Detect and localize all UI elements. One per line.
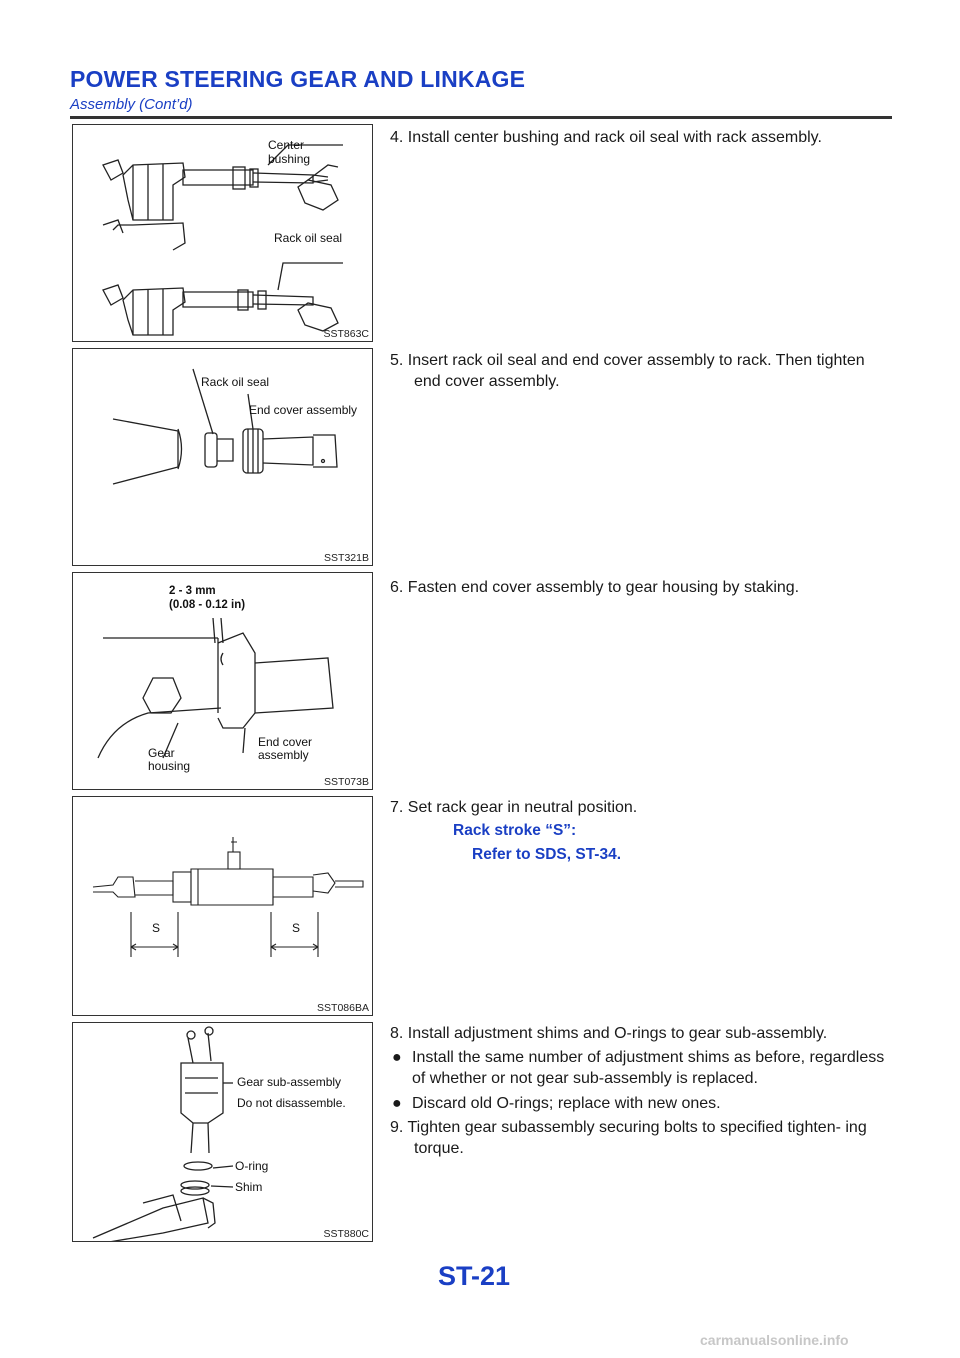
figure-center-bushing: [72, 124, 373, 342]
bullet-icon: ●: [392, 1095, 402, 1112]
step-5: 5. Insert rack oil seal and end cover assembly to rack. Then tighten end cover assembly.: [390, 352, 865, 390]
step-8-bullet-2: ● Discard old O-rings; replace with new ones.: [392, 1095, 721, 1112]
label-stroke-s-left: S: [152, 921, 161, 935]
figure-code: SST321B: [324, 552, 369, 564]
section-title: POWER STEERING GEAR AND LINKAGE: [70, 66, 526, 92]
label-o-ring: O-ring: [235, 1159, 269, 1173]
label-housing: housing: [148, 759, 191, 773]
spec-rack-stroke-label: Rack stroke “S”:: [453, 822, 577, 839]
figure-code: SST086BA: [317, 1002, 369, 1014]
section-subtitle: Assembly (Cont’d): [70, 96, 193, 113]
figure-code: SST863C: [323, 328, 369, 340]
label-gear: Gear: [148, 746, 175, 760]
figure-end-cover-assembly: [72, 348, 373, 566]
watermark: carmanualsonline.info: [700, 1332, 849, 1348]
page-number: ST-21: [438, 1261, 511, 1291]
label-end-cover-assembly: End cover assembly: [249, 403, 358, 417]
label-bushing: bushing: [268, 152, 311, 166]
step-8: 8. Install adjustment shims and O-rings to gear sub-assembly.: [390, 1025, 828, 1042]
label-stake-depth-mm: 2 - 3 mm: [169, 585, 216, 597]
spec-rack-stroke-value: Refer to SDS, ST-34.: [472, 846, 622, 863]
bullet-icon: ●: [392, 1049, 402, 1066]
label-rack-oil-seal: Rack oil seal: [201, 375, 270, 389]
label-shim: Shim: [235, 1180, 263, 1194]
figure-illustration: [73, 797, 373, 1016]
label-center: Center: [268, 138, 305, 152]
step-8-bullet-1: ● Install the same number of adjustment shims as before, regardless of whether or not gear sub-assembly is replaced.: [392, 1049, 885, 1087]
label-gear-sub-assembly: Gear sub-assembly: [237, 1075, 342, 1089]
figure-illustration: [73, 1023, 373, 1242]
label-do-not-disassemble: Do not disassemble.: [237, 1096, 346, 1110]
figure-code: SST880C: [323, 1228, 369, 1240]
step-6: 6. Fasten end cover assembly to gear housing by staking.: [390, 579, 800, 596]
header-rule: [70, 116, 892, 119]
figure-gear-sub-assembly: [72, 1022, 373, 1242]
step-4: 4. Install center bushing and rack oil seal with rack assembly.: [390, 129, 822, 146]
label-rack-oil-seal: Rack oil seal: [274, 231, 343, 245]
figure-code: SST073B: [324, 776, 369, 788]
figure-rack-stroke: [72, 796, 373, 1016]
step-7: 7. Set rack gear in neutral position.: [390, 799, 638, 816]
label-assembly: assembly: [258, 748, 309, 762]
label-stroke-s-right: S: [292, 921, 301, 935]
step-9: 9. Tighten gear subassembly securing bolts to specified tighten- ing torque.: [390, 1119, 867, 1157]
label-end-cover: End cover: [258, 735, 313, 749]
label-stake-depth-in: (0.08 - 0.12 in): [169, 599, 246, 611]
figure-staking: [72, 572, 373, 790]
